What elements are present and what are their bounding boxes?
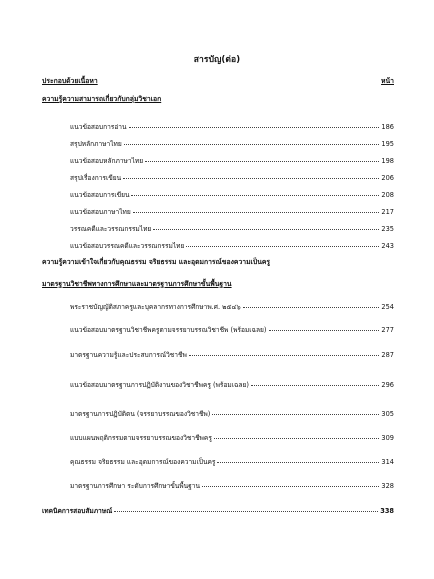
toc-entry-interview[interactable]	[42, 505, 394, 516]
toc-entry[interactable]	[70, 223, 394, 234]
toc-entry[interactable]	[70, 206, 394, 217]
page-header: หน้า	[381, 77, 394, 85]
toc-entry-label: แนวข้อสอบการเขียน	[70, 191, 130, 199]
toc-entry[interactable]	[70, 155, 394, 166]
dot-leader	[243, 307, 380, 308]
toc-entry-label: วรรณคดีและวรรณกรรมไทย	[70, 225, 152, 233]
toc-entry[interactable]	[70, 138, 394, 149]
toc-entry-page: 287	[381, 351, 394, 359]
toc-entry-page: 243	[381, 242, 394, 250]
toc-entry[interactable]	[70, 456, 394, 467]
toc-entry-label: มาตรฐานการปฏิบัติตน (จรรยาบรรณของวิชาชีพ)	[70, 410, 211, 418]
toc-entry[interactable]	[70, 240, 394, 251]
section-heading-major: ความรู้ความสามารถเกี่ยวกับกลุ่มวิชาเอก	[42, 95, 162, 103]
toc-entry-page: 309	[381, 434, 394, 442]
toc-entry-page: 296	[381, 381, 394, 389]
section-heading-ethics: ความรู้ความเข้าใจเกี่ยวกับคุณธรรม จริยธรรม และอุดมการณ์ของความเป็นครู	[42, 258, 271, 266]
dot-leader	[217, 462, 379, 463]
dot-leader	[145, 161, 379, 162]
dot-leader	[269, 330, 380, 331]
content-header: ประกอบด้วยเนื้อหา	[42, 77, 98, 85]
toc-entry[interactable]	[70, 349, 394, 360]
toc-entry[interactable]	[70, 480, 394, 491]
dot-leader	[153, 229, 379, 230]
toc-entry-page: 235	[381, 225, 394, 233]
dot-leader	[212, 414, 379, 415]
toc-entry[interactable]	[70, 172, 394, 183]
section-heading-standards: มาตรฐานวิชาชีพทางการศึกษาและมาตรฐานการศึกษาขั้นพื้นฐาน	[42, 280, 232, 288]
toc-entry-label: สรุปหลักภาษาไทย	[70, 140, 122, 148]
toc-entry-label: พระราชบัญญัติสภาครูและบุคลากรทางการศึกษาพ.ศ. ๒๕๔๖	[70, 303, 241, 311]
toc-entry-page: 208	[381, 191, 394, 199]
toc-entry-label: แนวข้อสอบหลักภาษาไทย	[70, 157, 144, 165]
toc-entry-label: แนวข้อสอบการอ่าน	[70, 123, 127, 131]
page-title: สารบัญ(ต่อ)	[193, 55, 241, 65]
dot-leader	[251, 385, 379, 386]
toc-entry-page: 305	[381, 410, 394, 418]
toc-entry[interactable]	[70, 301, 394, 312]
toc-entry[interactable]	[70, 324, 394, 335]
toc-entry-page: 277	[381, 326, 394, 334]
toc-entry-label: แนวข้อสอบวรรณคดีและวรรณกรรมไทย	[70, 242, 185, 250]
toc-entry-page: 198	[381, 157, 394, 165]
toc-entry-page: 314	[381, 458, 394, 466]
dot-leader	[129, 127, 380, 128]
toc-entry-label: แนวข้อสอบมาตรฐานวิชาชีพครูตามจรรยาบรรณวิชาชีพ (พร้อมเฉลย)	[70, 326, 267, 334]
toc-entry-label: แบบแผนพฤติกรรมตามจรรยาบรรณของวิชาชีพครู	[70, 434, 212, 442]
dot-leader	[131, 195, 379, 196]
toc-entry-page: 254	[381, 303, 394, 311]
dot-leader	[123, 178, 379, 179]
toc-entry-label: คุณธรรม จริยธรรม และอุดมการณ์ของความเป็นครู	[70, 458, 216, 466]
dot-leader	[133, 212, 380, 213]
toc-entry-page: 217	[381, 208, 394, 216]
toc-entry-label: แนวข้อสอบภาษาไทย	[70, 208, 131, 216]
toc-entry[interactable]	[70, 189, 394, 200]
toc-entry-page: 338	[380, 507, 394, 515]
toc-entry-label: สรุปเรื่องการเขียน	[70, 174, 122, 182]
toc-entry[interactable]	[70, 408, 394, 419]
toc-entry[interactable]	[70, 432, 394, 443]
toc-entry[interactable]	[70, 121, 394, 132]
dot-leader	[186, 246, 379, 247]
dot-leader	[189, 355, 380, 356]
dot-leader	[214, 438, 380, 439]
toc-entry-page: 186	[381, 123, 394, 131]
toc-entry-label: มาตรฐานความรู้และประสบการณ์วิชาชีพ	[70, 351, 187, 359]
toc-entry-label: แนวข้อสอบมาตรฐานการปฏิบัติงานของวิชาชีพครู (พร้อมเฉลย)	[70, 381, 249, 389]
toc-entry-page: 206	[381, 174, 394, 182]
toc-entry-label: มาตรฐานการศึกษา ระดับการศึกษาขั้นพื้นฐาน	[70, 482, 201, 490]
dot-leader	[114, 511, 378, 512]
dot-leader	[202, 486, 379, 487]
toc-entry-page: 195	[381, 140, 394, 148]
toc-entry-label: เทคนิคการสอบสัมภาษณ์	[42, 507, 113, 515]
toc-entry[interactable]	[70, 379, 394, 390]
dot-leader	[124, 144, 380, 145]
toc-entry-page: 328	[381, 482, 394, 490]
